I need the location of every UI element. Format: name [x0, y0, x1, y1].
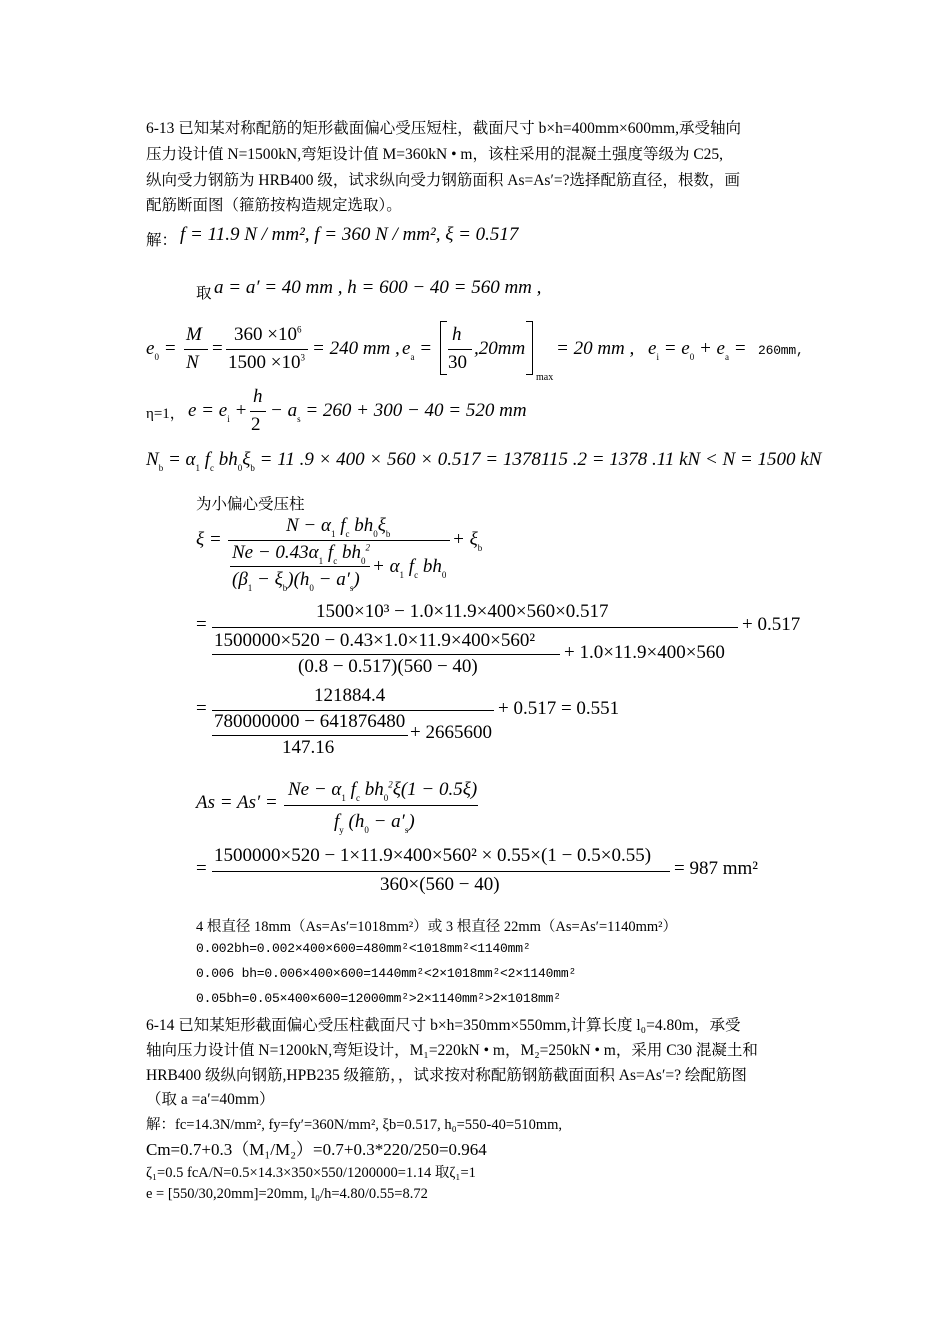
frac-h: h: [452, 324, 462, 345]
frac-2: 2: [251, 414, 261, 435]
solution-614-line1: 解：fc=14.3N/mm², fy=fy′=360N/mm², ξb=0.517, h₀=550-40=510mm,: [146, 1117, 562, 1133]
reduced-den-top: 780000000 − 641876480: [214, 711, 406, 732]
max-subscript: max: [536, 372, 554, 383]
problem-614-line1: 6-14 已知某矩形截面偏心受压柱截面尺寸 b×h=350mm×550mm,计算长度 l₀=4.80m，承受: [146, 1017, 741, 1034]
problem-613-line4: 配筋断面图（箍筋按构造规定选取）。: [146, 197, 402, 214]
frac-N: N: [186, 352, 199, 373]
equation-as-h0: a = a′ = 40 mm , h = 600 − 40 = 560 mm ,: [214, 277, 542, 298]
num-den-top: 1500000×520 − 0.43×1.0×11.9×400×560²: [214, 630, 536, 651]
solution-614-ea: e = [550/30,20mm]=20mm, l₀/h=4.80/0.55=8.72: [146, 1186, 428, 1202]
solution-label: 解：: [146, 232, 178, 249]
check-total-max: 0.05bh=0.05×400×600=12000mm²>2×1140mm²>2×1018mm²: [196, 991, 561, 1006]
as-numerator: $Ne - \alpha_1$ $f_c$ $bh_0^2\xi(1 - 0.5\xi)$: [288, 779, 478, 803]
small-eccentric-note: 为小偏心受压柱: [196, 496, 305, 513]
e0-result: = 240 mm ,: [312, 338, 400, 359]
take-label: 取: [196, 285, 212, 302]
num-den-add: + 1.0×11.9×400×560: [564, 642, 725, 663]
equals-sign-3: =: [196, 698, 207, 719]
equation-e-lhs: $e = e_i$ +: [188, 400, 248, 424]
frac-den-1500: $1500 \times 10^3$: [228, 352, 305, 373]
equation-fc-fy-xib: f = 11.9 N / mm², f = 360 N / mm², ξ = 0.517: [180, 224, 519, 245]
as2-numerator: 1500000×520 − 1×11.9×400×560² × 0.55×(1 − 0.5×0.55): [214, 845, 652, 866]
equals-sign-4: =: [196, 858, 207, 879]
equation-ea: $e_a$ =: [402, 338, 433, 362]
problem-614-line4: （取 a =a′=40mm）: [146, 1091, 275, 1108]
equals-sign: =: [212, 338, 223, 359]
xi-plus-xib: + $\xi_b$: [452, 529, 483, 553]
num-den-bottom: (0.8 − 0.517)(560 − 40): [298, 656, 478, 677]
equation-nb: $N_b = \alpha_1$ $f_c$ $bh_0\xi_b = 11$ .9 × 400 × 560 × 0.517 = 1378115 .2 = 1378 .11 kN < N = 1500 kN: [146, 449, 822, 473]
frac-M: M: [186, 324, 202, 345]
xi-result: + 0.517 = 0.551: [498, 698, 620, 719]
reduced-den-add: + 2665600: [410, 722, 492, 743]
bar-selection: 4 根直径 18mm（As=As′=1018mm²）或 3 根直径 22mm（As=As′=1140mm²）: [196, 919, 678, 935]
reduced-den-bottom: 147.16: [282, 737, 335, 758]
frac-30: 30: [448, 352, 467, 373]
xi-den-top: $Ne - 0.43\alpha_1$ $f_c$ $bh_0^2$: [232, 542, 370, 566]
problem-613-line1: 6-13 已知某对称配筋的矩形截面偏心受压短柱，截面尺寸 b×h=400mm×600mm,承受轴向: [146, 120, 741, 137]
xi-den-add: + $\alpha_1$ $f_c$ $bh_0$: [372, 556, 447, 580]
num-plus: + 0.517: [742, 614, 801, 635]
xi-den-bottom: $(\beta_1 - \xi_b)(h_0 - a'_s)$: [232, 569, 360, 593]
xi-lhs: ξ =: [196, 529, 222, 550]
equals-sign-2: =: [196, 614, 207, 635]
eta-label: η=1，: [146, 406, 185, 422]
solution-614-cm: Cm=0.7+0.3（M₁/M₂）=0.7+0.3*220/250=0.964: [146, 1140, 487, 1159]
equation-ei: $e_i = e_0 + e_a$ =: [648, 338, 747, 362]
equation-e-rhs: − $a_s = 260 + 300 - 40 = 520$ mm: [270, 400, 527, 424]
problem-614-line2: 轴向压力设计值 N=1200kN,弯矩设计，M₁=220kN • m，M₂=250kN • m，采用 C30 混凝土和: [146, 1042, 758, 1059]
problem-613-line3: 纵向受力钢筋为 HRB400 级，试求纵向受力钢筋面积 As=As′=?选择配筋直径，根数，画: [146, 172, 740, 189]
as-denominator: $f_y$ $(h_0 - a'_s)$: [334, 811, 415, 835]
ei-result: 260mm,: [758, 343, 804, 358]
ea-20mm: ,20mm: [474, 338, 526, 359]
as2-result: = 987 mm²: [674, 858, 758, 879]
frac-num-360: $360 \times 10^6$: [234, 324, 302, 345]
check-total-min: 0.006 bh=0.006×400×600=1440mm²<2×1018mm²<2×1140mm²: [196, 966, 577, 981]
frac-h-2: h: [253, 386, 263, 407]
problem-613-line2: 压力设计值 N=1500kN,弯矩设计值 M=360kN • m，该柱采用的混凝土强度等级为 C25,: [146, 146, 724, 163]
as2-denominator: 360×(560 − 40): [380, 874, 500, 895]
check-min-ratio: 0.002bh=0.002×400×600=480mm²<1018mm²<1140mm²: [196, 941, 531, 956]
ea-result: = 20 mm ,: [556, 338, 635, 359]
equation-e0: $e_0$ =: [146, 338, 177, 362]
solution-614-zeta: ζ₁=0.5 fcA/N=0.5×14.3×350×550/1200000=1.14 取ζ₁=1: [146, 1165, 476, 1181]
reduced-numerator: 121884.4: [314, 685, 386, 706]
num-numerator: 1500×10³ − 1.0×11.9×400×560×0.517: [316, 601, 609, 622]
problem-614-line3: HRB400 级纵向钢筋,HPB235 级箍筋，，试求按对称配筋钢筋截面面积 As=As′=? 绘配筋图: [146, 1067, 747, 1084]
as-lhs: As = As′ =: [196, 792, 278, 813]
xi-numerator: $N - \alpha_1$ $f_c$ $bh_0\xi_b$: [286, 515, 391, 539]
